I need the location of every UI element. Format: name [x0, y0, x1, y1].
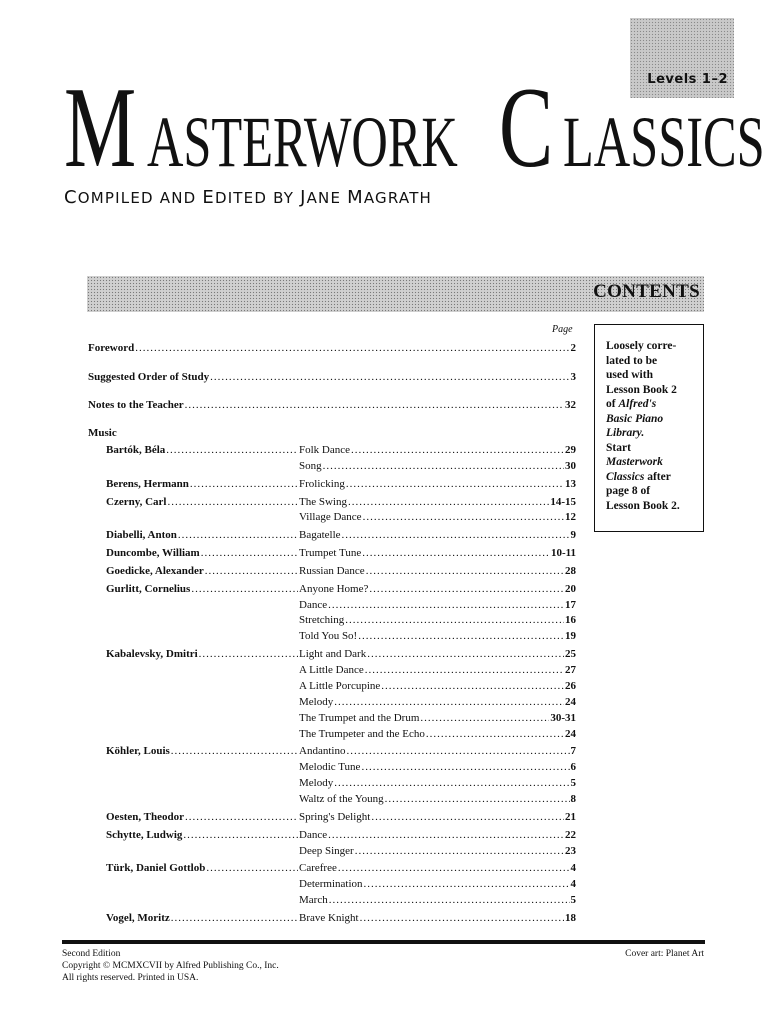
composer-name: Schytte, Ludwig — [106, 828, 183, 841]
side-note-line: Basic Piano — [606, 412, 664, 425]
title-initial-m: M — [64, 64, 137, 192]
leader-dots — [334, 695, 564, 709]
piece-page: 16 — [565, 614, 576, 627]
leader-dots — [167, 495, 298, 509]
piece-page: 30-31 — [550, 711, 576, 724]
piece-title: Melody — [299, 777, 334, 790]
toc-label: Notes to the Teacher — [88, 399, 184, 411]
piece-title: Bagatelle — [299, 529, 341, 542]
piece-row — [299, 776, 576, 790]
side-note-line: Masterwork — [606, 456, 663, 468]
piece-page: 5 — [570, 777, 576, 790]
piece-title: A Little Porcupine — [299, 679, 381, 692]
subtitle-text: OMPILED AND — [77, 189, 203, 207]
composer-row — [106, 911, 576, 925]
leader-dots — [323, 459, 564, 473]
copyright-text: Copyright © MCMXCVII by Alfred Publishing Co., Inc. — [62, 961, 279, 971]
leader-dots — [364, 877, 570, 891]
music-section-heading: Music — [88, 427, 117, 439]
piece-title: Frolicking — [299, 477, 345, 490]
composer-row — [106, 495, 576, 509]
piece-title: Folk Dance — [299, 444, 351, 456]
composer-name: Berens, Hermann — [106, 477, 189, 490]
toc-row-foreword — [88, 341, 576, 355]
toc-row-order-of-study — [88, 370, 576, 384]
side-note-line: Start — [606, 441, 631, 454]
piece-title: Stretching — [299, 614, 345, 627]
title-rest-masterwork: ASTERWORK — [147, 102, 458, 182]
leader-dots — [171, 911, 298, 925]
toc-page: 2 — [570, 342, 576, 354]
leader-dots — [346, 477, 564, 491]
side-note-line — [606, 397, 693, 412]
side-note-line: Lesson Book 2. — [606, 499, 680, 512]
piece-page: 18 — [565, 912, 576, 924]
title-initial-c: C — [499, 64, 554, 192]
side-note-line: page 8 of — [606, 485, 651, 497]
piece-page: 14-15 — [550, 495, 576, 508]
piece-row — [299, 711, 576, 725]
composer-name: Oesten, Theodor — [106, 810, 185, 823]
piece-title: Russian Dance — [299, 564, 365, 577]
piece-title: Trumpet Tune — [299, 547, 362, 559]
piece-page: 8 — [570, 793, 576, 806]
composer-row — [106, 582, 576, 596]
leader-dots — [367, 647, 564, 661]
side-note-italic: Alfred's — [618, 398, 657, 410]
leader-dots — [366, 564, 564, 578]
contents-heading: CONTENTS — [593, 281, 700, 302]
piece-title: The Swing — [299, 495, 347, 508]
leader-dots — [166, 443, 298, 457]
composer-name: Duncombe, William — [106, 547, 200, 559]
piece-page: 7 — [570, 745, 576, 758]
piece-row — [299, 629, 576, 643]
side-note-line: lated to be — [606, 354, 658, 367]
piece-page: 20 — [565, 582, 576, 595]
leader-dots — [334, 776, 569, 790]
side-note-text: of — [606, 398, 616, 410]
composer-row — [106, 828, 576, 842]
composer-name: Bartók, Béla — [106, 444, 166, 456]
composer-row — [106, 861, 576, 875]
piece-title: Dance — [299, 598, 328, 611]
composer-name: Türk, Daniel Gottlob — [106, 862, 206, 875]
piece-page: 25 — [565, 648, 576, 661]
leader-dots — [355, 844, 564, 858]
composer-row — [106, 477, 576, 491]
composer-row — [106, 528, 576, 542]
composer-name: Czerny, Carl — [106, 495, 167, 508]
toc-page: 32 — [565, 399, 576, 411]
piece-title: Told You So! — [299, 630, 358, 643]
side-note-line: Library. — [606, 427, 645, 439]
piece-title: Brave Knight — [299, 912, 359, 924]
piece-title: Dance — [299, 828, 328, 841]
piece-title: Spring's Delight — [299, 810, 371, 823]
piece-row — [299, 792, 576, 806]
piece-title: Waltz of the Young — [299, 793, 384, 806]
piece-title: Carefree — [299, 862, 337, 875]
leader-dots — [185, 810, 298, 824]
leader-dots — [185, 398, 564, 412]
subtitle-cap: E — [202, 187, 215, 208]
piece-title: Determination — [299, 878, 363, 891]
leader-dots — [345, 613, 564, 627]
piece-row — [299, 459, 576, 473]
piece-title: Village Dance — [299, 511, 362, 524]
leader-dots — [381, 679, 564, 693]
subtitle-text: AGRATH — [363, 189, 433, 207]
toc-label: Foreword — [88, 342, 135, 354]
leader-dots — [346, 744, 569, 758]
piece-row — [299, 613, 576, 627]
piece-title: Song — [299, 459, 322, 472]
subtitle-text: DITED BY — [214, 189, 301, 207]
leader-dots — [329, 893, 570, 907]
piece-row — [299, 844, 576, 858]
edition-text: Second Edition — [62, 949, 121, 959]
piece-page: 27 — [565, 664, 576, 676]
piece-page: 5 — [570, 894, 576, 907]
piece-title: Melodic Tune — [299, 761, 361, 774]
leader-dots — [360, 911, 564, 925]
leader-dots — [420, 711, 549, 725]
composer-name: Kabalevsky, Dmitri — [106, 648, 198, 661]
piece-page: 29 — [565, 444, 576, 456]
side-note-box — [594, 324, 704, 532]
piece-title: The Trumpeter and the Echo — [299, 727, 425, 740]
piece-title: Deep Singer — [299, 844, 354, 857]
leader-dots — [328, 828, 564, 842]
subtitle-cap: J — [300, 187, 307, 208]
side-note-line — [606, 470, 693, 485]
composer-row — [106, 443, 576, 457]
toc-label: Suggested Order of Study — [88, 371, 210, 383]
piece-page: 17 — [565, 598, 576, 611]
leader-dots — [171, 744, 298, 758]
side-note-line: Lesson Book 2 — [606, 383, 677, 396]
piece-row — [299, 760, 576, 774]
piece-page: 24 — [565, 727, 576, 740]
piece-page: 26 — [565, 679, 576, 692]
leader-dots — [351, 443, 564, 457]
piece-title: Andantino — [299, 745, 346, 758]
piece-title: Light and Dark — [299, 648, 367, 661]
piece-row — [299, 598, 576, 612]
leader-dots — [361, 760, 569, 774]
page-column-heading: Page — [552, 324, 573, 335]
piece-title: A Little Dance — [299, 664, 364, 676]
composer-name: Vogel, Moritz — [106, 912, 170, 924]
composer-row — [106, 564, 576, 578]
piece-title: Anyone Home? — [299, 582, 369, 595]
leader-dots — [205, 564, 298, 578]
leader-dots — [365, 663, 564, 677]
composer-name: Goedicke, Alexander — [106, 564, 204, 577]
composer-row — [106, 647, 576, 661]
piece-page: 4 — [570, 878, 576, 891]
composer-name: Gurlitt, Cornelius — [106, 582, 191, 595]
toc-page: 3 — [570, 371, 576, 383]
composer-row — [106, 810, 576, 824]
subtitle-cap: C — [64, 187, 78, 208]
piece-page: 23 — [565, 844, 576, 857]
leader-dots — [369, 582, 564, 596]
leader-dots — [191, 582, 298, 596]
piece-row — [299, 695, 576, 709]
leader-dots — [426, 727, 564, 741]
leader-dots — [362, 546, 550, 560]
footer-credits — [62, 948, 279, 984]
piece-page: 30 — [565, 459, 576, 472]
piece-page: 12 — [565, 511, 576, 524]
leader-dots — [358, 629, 564, 643]
piece-page: 9 — [570, 529, 576, 542]
piece-page: 4 — [570, 862, 576, 875]
piece-page: 22 — [565, 828, 576, 841]
piece-page: 21 — [565, 810, 576, 823]
cover-art-credit: Cover art: Planet Art — [625, 949, 704, 959]
composer-name: Köhler, Louis — [106, 745, 170, 758]
title-rest-classics: LASSICS — [562, 102, 765, 182]
side-note-text: after — [647, 470, 671, 483]
leader-dots — [210, 370, 569, 384]
leader-dots — [348, 495, 549, 509]
side-note-line: Loosely corre- — [606, 340, 677, 352]
leader-dots — [328, 598, 564, 612]
subtitle-cap: M — [347, 187, 364, 208]
piece-page: 10-11 — [550, 547, 576, 559]
piece-row — [299, 510, 576, 524]
piece-row — [299, 893, 576, 907]
piece-row — [299, 679, 576, 693]
piece-title: The Trumpet and the Drum — [299, 711, 420, 724]
piece-row — [299, 877, 576, 891]
leader-dots — [135, 341, 569, 355]
toc-row-notes-teacher — [88, 398, 576, 412]
composer-row — [106, 546, 576, 560]
piece-row — [299, 727, 576, 741]
piece-page: 6 — [570, 761, 576, 774]
levels-label: Levels 1–2 — [647, 72, 728, 87]
composer-name: Diabelli, Anton — [106, 529, 177, 542]
leader-dots — [385, 792, 570, 806]
piece-title: March — [299, 894, 328, 907]
side-note-italic: Classics — [606, 470, 645, 483]
rights-text: All rights reserved. Printed in USA. — [62, 973, 199, 983]
leader-dots — [342, 528, 570, 542]
piece-row — [299, 663, 576, 677]
subtitle-text: ANE — [306, 189, 348, 207]
composer-row — [106, 744, 576, 758]
piece-page: 24 — [565, 695, 576, 708]
leader-dots — [201, 546, 298, 560]
leader-dots — [206, 861, 298, 875]
leader-dots — [199, 647, 298, 661]
piece-title: Melody — [299, 695, 334, 708]
footer-rule — [62, 940, 705, 944]
side-note-line: used with — [606, 369, 653, 381]
piece-page: 19 — [565, 630, 576, 643]
piece-page: 28 — [565, 564, 576, 577]
leader-dots — [183, 828, 298, 842]
piece-page: 13 — [565, 477, 576, 490]
leader-dots — [371, 810, 564, 824]
leader-dots — [363, 510, 564, 524]
leader-dots — [178, 528, 298, 542]
leader-dots — [190, 477, 298, 491]
leader-dots — [338, 861, 570, 875]
